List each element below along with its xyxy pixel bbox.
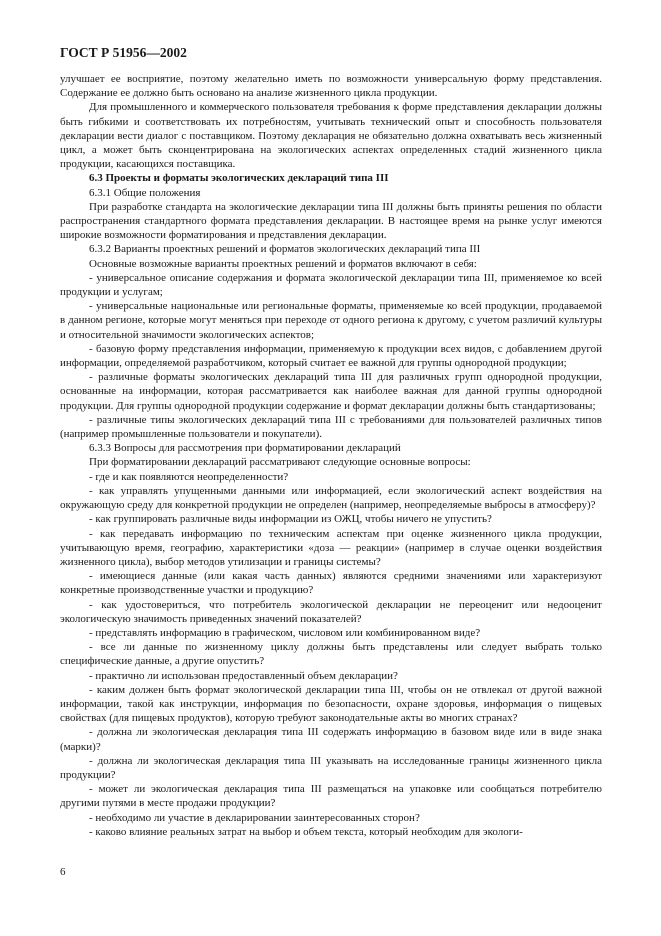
page-number: 6 <box>60 866 66 878</box>
paragraph: - как передавать информацию по техническим аспектам при оценке жизненного цикла продукции, учитывающую время, географию, характеристики «доза — реакции» (например в случае оценки воздействия жизненного цикла), выбор методов утилизации и границы системы? <box>60 527 602 568</box>
paragraph: - необходимо ли участие в декларировании заинтересованных сторон? <box>89 811 420 824</box>
paragraph: - должна ли экологическая декларация типа III содержать информацию в базовом виде или в виде знака (марки)? <box>60 726 602 753</box>
paragraph: - каким должен быть формат экологической декларации типа III, чтобы он не отвлекал от другой важной информации, такой как инструкции, информация по безопасности, охране здоровья, информация о пищевых свойствах (для пищевых продуктов), которую требуют законодательные акты во многих странах? <box>60 683 602 725</box>
paragraph: - все ли данные по жизненному циклу должны быть представлены или следует выбрать только специфические данные, а другие опустить? <box>60 641 602 668</box>
paragraph: - универсальное описание содержания и формата экологической декларации типа III, применяемое ко всей продукции и услугам; <box>60 271 602 299</box>
paragraph: При форматировании деклараций рассматривают следующие основные вопросы: <box>89 456 471 469</box>
paragraph: - как управлять упущенными данными или информацией, если экологический аспект воздействия на окружающую среду для конкретной продукции не определен (например, неопределяемые выбросы в атмосферу)? <box>60 484 602 512</box>
paragraph: 6.3.1 Общие положения <box>89 186 201 199</box>
paragraph: 6.3.3 Вопросы для рассмотрения при форматировании деклараций <box>89 442 401 455</box>
paragraph: - как группировать различные виды информации из ОЖЦ, чтобы ничего не упустить? <box>89 513 492 526</box>
paragraph: Основные возможные варианты проектных решений и форматов включают в себя: <box>89 257 477 270</box>
paragraph: - представлять информацию в графическом, числовом или комбинированном виде? <box>89 626 481 639</box>
document-body <box>60 72 602 839</box>
paragraph: - различные типы экологических деклараций типа III с требованиями для пользователей различных типов (например промышленные пользователи и покупатели). <box>60 413 602 441</box>
paragraph: 6.3.2 Варианты проектных решений и форматов экологических деклараций типа III <box>89 243 481 256</box>
document-id-header: ГОСТ Р 51956—2002 <box>60 45 187 60</box>
paragraph: - практично ли использован предоставленный объем декларации? <box>89 669 398 682</box>
paragraph: - где и как появляются неопределенности? <box>89 470 289 483</box>
paragraph: - имеющиеся данные (или какая часть данных) являются средними значениями или характеризуют конкретные производственные участки и продукцию? <box>60 570 602 597</box>
paragraph: - каково влияние реальных затрат на выбор и объем текста, который необходим для экологи- <box>89 825 523 838</box>
paragraph: улучшает ее восприятие, поэтому желательно иметь по возможности универсальную форму представления. Содержание ее должно быть основано на анализе жизненного цикла продукции. <box>60 73 602 100</box>
paragraph: - базовую форму представления информации, применяемую к продукции всех видов, с добавлением другой информации, определяемой разработчиком, который считает ее важной для группы однородной продукции; <box>60 342 602 370</box>
paragraph: - должна ли экологическая декларация типа III указывать на исследованные границы жизненного цикла продукции? <box>60 754 602 781</box>
paragraph: - может ли экологическая декларация типа III размещаться на упаковке или сообщаться потребителю другими путями в месте продажи продукции? <box>60 783 602 810</box>
paragraph: При разработке стандарта на экологические декларации типа III должны быть приняты решения по области распространения стандартного формата представления декларации. В настоящее время на рынке услуг имеются широкие возможности форматирования и представления декларации. <box>60 200 602 242</box>
paragraph: - как удостовериться, что потребитель экологической декларации не переоценит или недооценит экологическую значимость приведенных значений показателей? <box>60 598 602 625</box>
paragraph: - различные форматы экологических деклараций типа III для различных групп однородной продукции, основанные на информации, которая рассматривается как наиболее важная для данной группы однородной продукции. Для группы однородной продукции содержание и формат декларации должны быть стандартизованы; <box>60 371 602 412</box>
paragraph: Для промышленного и коммерческого пользователя требования к форме представления декларации должны быть гибкими и соответствовать их потребностям, учитывать технический опыт и способность пользователя декларации вести диалог с поставщиком. Поэтому декларация не обязательно должна охватывать весь жизненный цикл, а может быть сконцентрирована на экологических аспектах определенных стадий жизненного цикла продукции, касающихся поставщика. <box>60 101 602 171</box>
paragraph: - универсальные национальные или региональные форматы, применяемые ко всей продукции, продаваемой в данном регионе, которые могут меняться при переходе от одного региона к другому, с учетом различий культуры и относительной значимости экологических аспектов; <box>60 300 602 341</box>
section-heading: 6.3 Проекты и форматы экологических деклараций типа III <box>89 172 389 185</box>
